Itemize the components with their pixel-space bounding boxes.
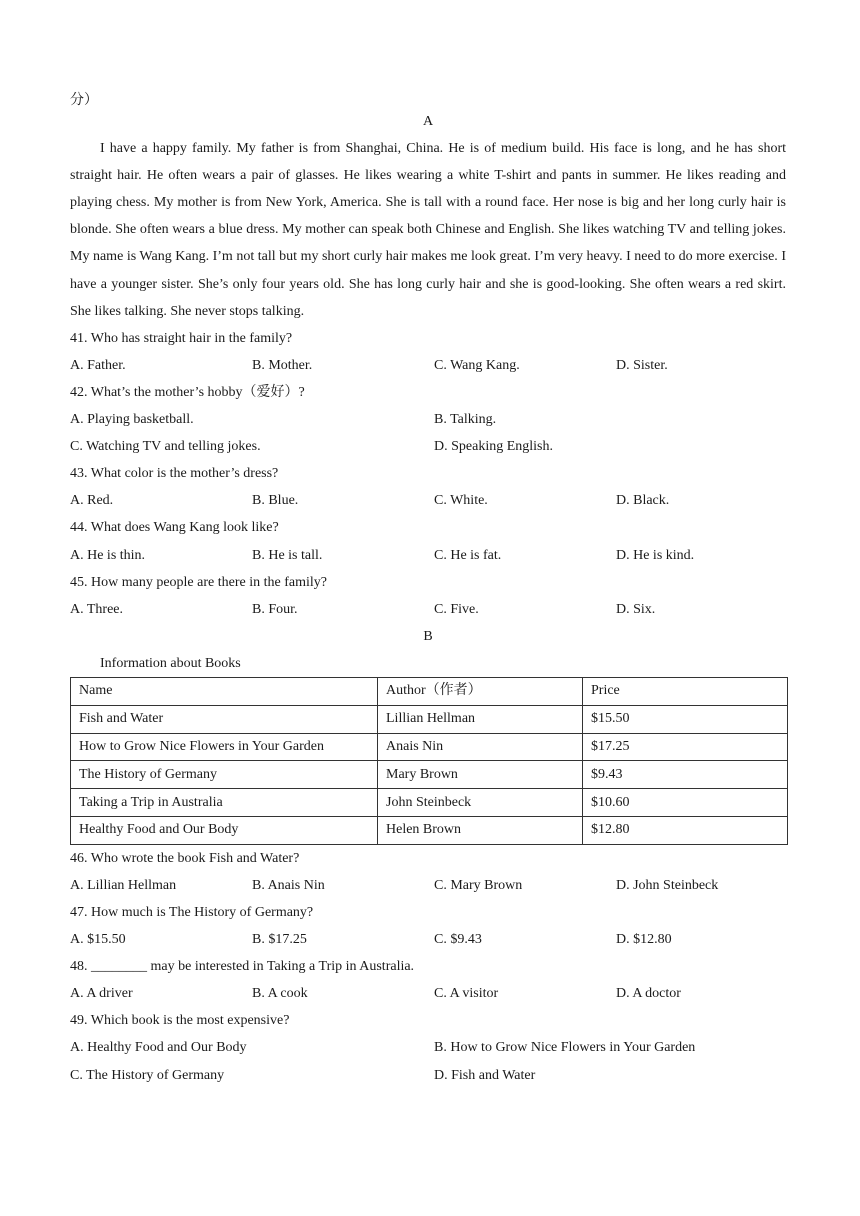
table-row <box>71 733 788 761</box>
option-c: C. A visitor <box>434 986 499 1002</box>
section-b-label: B <box>423 628 433 644</box>
question-43: 43. What color is the mother’s dress? <box>70 466 279 482</box>
option-c: C. The History of Germany <box>70 1067 225 1083</box>
option-c: C. Five. <box>434 601 479 617</box>
table-row <box>71 761 788 789</box>
exam-page <box>70 94 786 1089</box>
question-41: 41. Who has straight hair in the family? <box>70 330 293 346</box>
header-author: Author（作者） <box>378 677 583 705</box>
cell-price: $17.25 <box>583 733 788 761</box>
question-42: 42. What’s the mother’s hobby（爱好）? <box>70 384 305 400</box>
option-b: B. Four. <box>252 601 298 617</box>
option-d: D. He is kind. <box>616 547 695 563</box>
option-c: C. $9.43 <box>434 932 482 948</box>
table-row <box>71 789 788 817</box>
option-a: A. Father. <box>70 357 126 373</box>
question-42-options-row2 <box>70 433 786 460</box>
question-49: 49. Which book is the most expensive? <box>70 1013 290 1029</box>
option-a: A. Playing basketball. <box>70 412 194 428</box>
cell-price: $9.43 <box>583 761 788 789</box>
option-a: A. Red. <box>70 493 114 509</box>
cell-author: Lillian Hellman <box>378 705 583 733</box>
option-a: A. Lillian Hellman <box>70 877 177 893</box>
question-49-options-row1 <box>70 1034 786 1061</box>
option-d: D. Six. <box>616 601 656 617</box>
option-b: B. He is tall. <box>252 547 323 563</box>
cell-price: $12.80 <box>583 816 788 844</box>
question-43-options <box>70 487 786 514</box>
cell-author: Anais Nin <box>378 733 583 761</box>
question-47-options <box>70 926 786 953</box>
section-a-label: A <box>422 114 434 129</box>
question-48-options <box>70 980 786 1007</box>
question-46-options <box>70 872 786 899</box>
option-a: A. A driver <box>70 986 133 1002</box>
question-45-options <box>70 596 786 623</box>
cell-name: The History of Germany <box>71 761 378 789</box>
option-b: B. Blue. <box>252 493 299 509</box>
option-b: B. Mother. <box>252 357 313 373</box>
table-row <box>71 705 788 733</box>
table-row <box>71 816 788 844</box>
question-48: 48. ________ may be interested in Taking a Trip in Australia. <box>70 959 415 975</box>
question-42-options-row1 <box>70 406 786 433</box>
option-c: C. Wang Kang. <box>434 357 520 373</box>
table-header-row <box>71 677 788 705</box>
option-d: D. Speaking English. <box>434 439 553 455</box>
option-d: D. Black. <box>616 493 670 509</box>
question-49-options-row2 <box>70 1062 786 1089</box>
question-44: 44. What does Wang Kang look like? <box>70 520 279 536</box>
option-d: D. $12.80 <box>616 932 672 948</box>
table-caption: Information about Books <box>100 655 241 671</box>
cell-price: $15.50 <box>583 705 788 733</box>
cell-name: Healthy Food and Our Body <box>71 816 378 844</box>
cell-name: Fish and Water <box>71 705 378 733</box>
question-47: 47. How much is The History of Germany? <box>70 904 314 920</box>
question-46: 46. Who wrote the book Fish and Water? <box>70 850 300 866</box>
option-c: C. Watching TV and telling jokes. <box>70 439 261 455</box>
header-fragment: 分） <box>70 93 98 108</box>
cell-price: $10.60 <box>583 789 788 817</box>
cell-name: Taking a Trip in Australia <box>71 789 378 817</box>
cell-author: John Steinbeck <box>378 789 583 817</box>
option-d: D. Sister. <box>616 357 668 373</box>
option-b: B. Anais Nin <box>252 877 325 893</box>
option-b: B. $17.25 <box>252 932 307 948</box>
cell-name: How to Grow Nice Flowers in Your Garden <box>71 733 378 761</box>
option-c: C. White. <box>434 493 488 509</box>
question-41-options <box>70 352 786 379</box>
books-table <box>70 677 788 845</box>
option-b: B. Talking. <box>434 412 497 428</box>
reading-passage-a: I have a happy family. My father is from Shanghai, China. He is of medium build. His face is long, and he has short straight hair. He often wears a pair of glasses. He likes wearing a white T-shirt and pants in summer. He likes reading and playing chess. My mother is from New York, America. She is tall with a round face. Her nose is big and her long curly hair is blonde. She often wears a blue dress. My mother can speak both Chinese and English. She likes watching TV and telling jokes. My name is Wang Kang. I’m not tall but my short curly hair makes me look great. I’m very heavy. I need to do more exercise. I have a younger sister. She’s only four years old. She has long curly hair and she is good-looking. She often wears a red skirt. She likes talking. She never stops talking. <box>70 141 786 319</box>
option-d: D. John Steinbeck <box>616 877 719 893</box>
option-d: D. A doctor <box>616 986 681 1002</box>
cell-author: Mary Brown <box>378 761 583 789</box>
option-a: A. Healthy Food and Our Body <box>70 1040 247 1056</box>
cell-author: Helen Brown <box>378 816 583 844</box>
option-c: C. Mary Brown <box>434 877 523 893</box>
option-b: B. A cook <box>252 986 308 1002</box>
option-a: A. $15.50 <box>70 932 126 948</box>
question-44-options <box>70 542 786 569</box>
option-d: D. Fish and Water <box>434 1067 536 1083</box>
option-a: A. He is thin. <box>70 547 146 563</box>
option-a: A. Three. <box>70 601 123 617</box>
header-name: Name <box>71 677 378 705</box>
option-c: C. He is fat. <box>434 547 502 563</box>
header-price: Price <box>583 677 788 705</box>
question-45: 45. How many people are there in the family? <box>70 574 327 590</box>
option-b: B. How to Grow Nice Flowers in Your Garden <box>434 1040 696 1056</box>
